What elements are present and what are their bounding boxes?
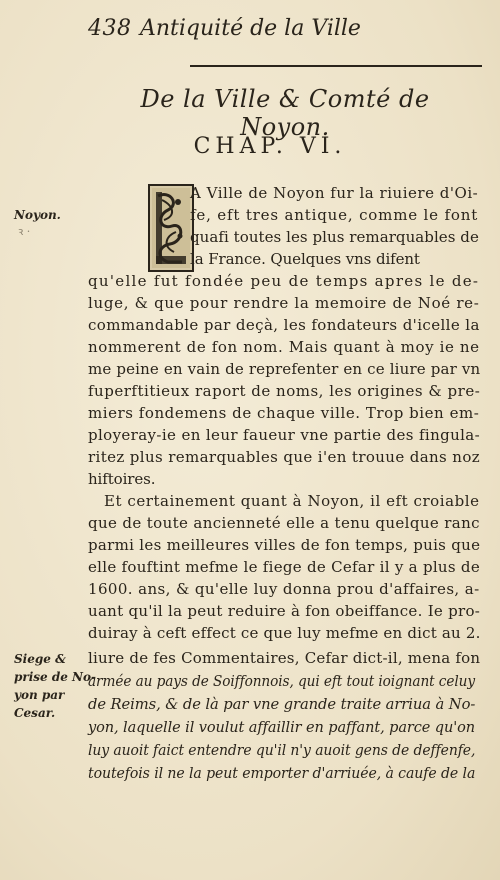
margin-note-faint-mark: ꝛ · <box>18 225 31 238</box>
text-line: fe, eft tres antique, comme le font <box>190 206 479 224</box>
text-line: A Ville de Noyon fur la riuiere d'Oi- <box>190 184 479 202</box>
text-line: parmi les meilleures villes de fon temps, puis que <box>88 536 481 554</box>
page-header <box>88 14 483 50</box>
margin-note-noyon: Noyon. <box>14 208 61 222</box>
text-line: 1600. ans, & qu'elle luy donna prou d'affaires, a- <box>88 580 480 598</box>
page-number: 438 <box>88 16 132 41</box>
text-line: me peine en vain de reprefenter en ce liure par vn <box>88 360 481 378</box>
text-line: miers fondemens de chaque ville. Trop bien em- <box>88 404 480 422</box>
text-line-italic: de Reims, & de là par vne grande traite arriua à No- <box>88 695 476 713</box>
text-line-italic: toutefois il ne la peut emporter d'arriuée, à caufe de la <box>88 764 476 782</box>
text-line: la France. Quelques vns difent <box>190 250 420 268</box>
text-line: qu'elle fut fondée peu de temps apres le de- <box>88 272 480 290</box>
margin-note-line: Cesar. <box>14 706 56 720</box>
text-line: liure de fes Commentaires, Cefar dict-il, mena fon <box>88 649 481 667</box>
text-line: Et certainement quant à Noyon, il eft croiable <box>104 492 480 510</box>
text-line: ployeray-ie en leur faueur vne partie des fingula- <box>88 426 481 444</box>
decorated-initial-l <box>148 184 194 272</box>
text-line: quafi toutes les plus remarquables de <box>190 228 479 246</box>
text-line: duiray à ceft effect ce que luy mefme en dict au 2. <box>88 624 481 642</box>
text-line: ritez plus remarquables que i'en trouue dans noz <box>88 448 480 466</box>
text-line-italic: yon, laquelle il voulut affaillir en paffant, parce qu'on <box>88 718 475 736</box>
chapter-number: CHAP. VI. <box>193 134 347 159</box>
header-rule <box>190 65 482 67</box>
text-line-italic: armée au pays de Soiffonnois, qui eft tout ioignant celuy <box>88 672 475 690</box>
margin-note-line: prise de No- <box>14 670 96 684</box>
text-line: luge, & que pour rendre la memoire de Noé re- <box>88 294 480 312</box>
text-line: commandable par deçà, les fondateurs d'icelle la <box>88 316 480 334</box>
margin-note-line: Siege & <box>14 652 66 666</box>
text-line: uant qu'il la peut reduire à fon obeiffance. Ie pro- <box>88 602 481 620</box>
text-line: fuperftitieux raport de noms, les origines & pre- <box>88 382 481 400</box>
text-line-italic: luy auoit faict entendre qu'il n'y auoit gens de deffenfe, <box>88 741 476 759</box>
running-head: Antiquité de la Ville <box>140 16 361 41</box>
chapter-title: De la Ville & Comté de Noyon. <box>140 85 430 141</box>
text-line: que de toute ancienneté elle a tenu quelque ranc <box>88 514 480 532</box>
text-line: nommerent de fon nom. Mais quant à moy ie ne <box>88 338 480 356</box>
text-line: hiftoires. <box>88 470 156 488</box>
text-line: elle fouftint mefme le fiege de Cefar il y a plus de <box>88 558 480 576</box>
margin-note-line: yon par <box>14 688 65 702</box>
